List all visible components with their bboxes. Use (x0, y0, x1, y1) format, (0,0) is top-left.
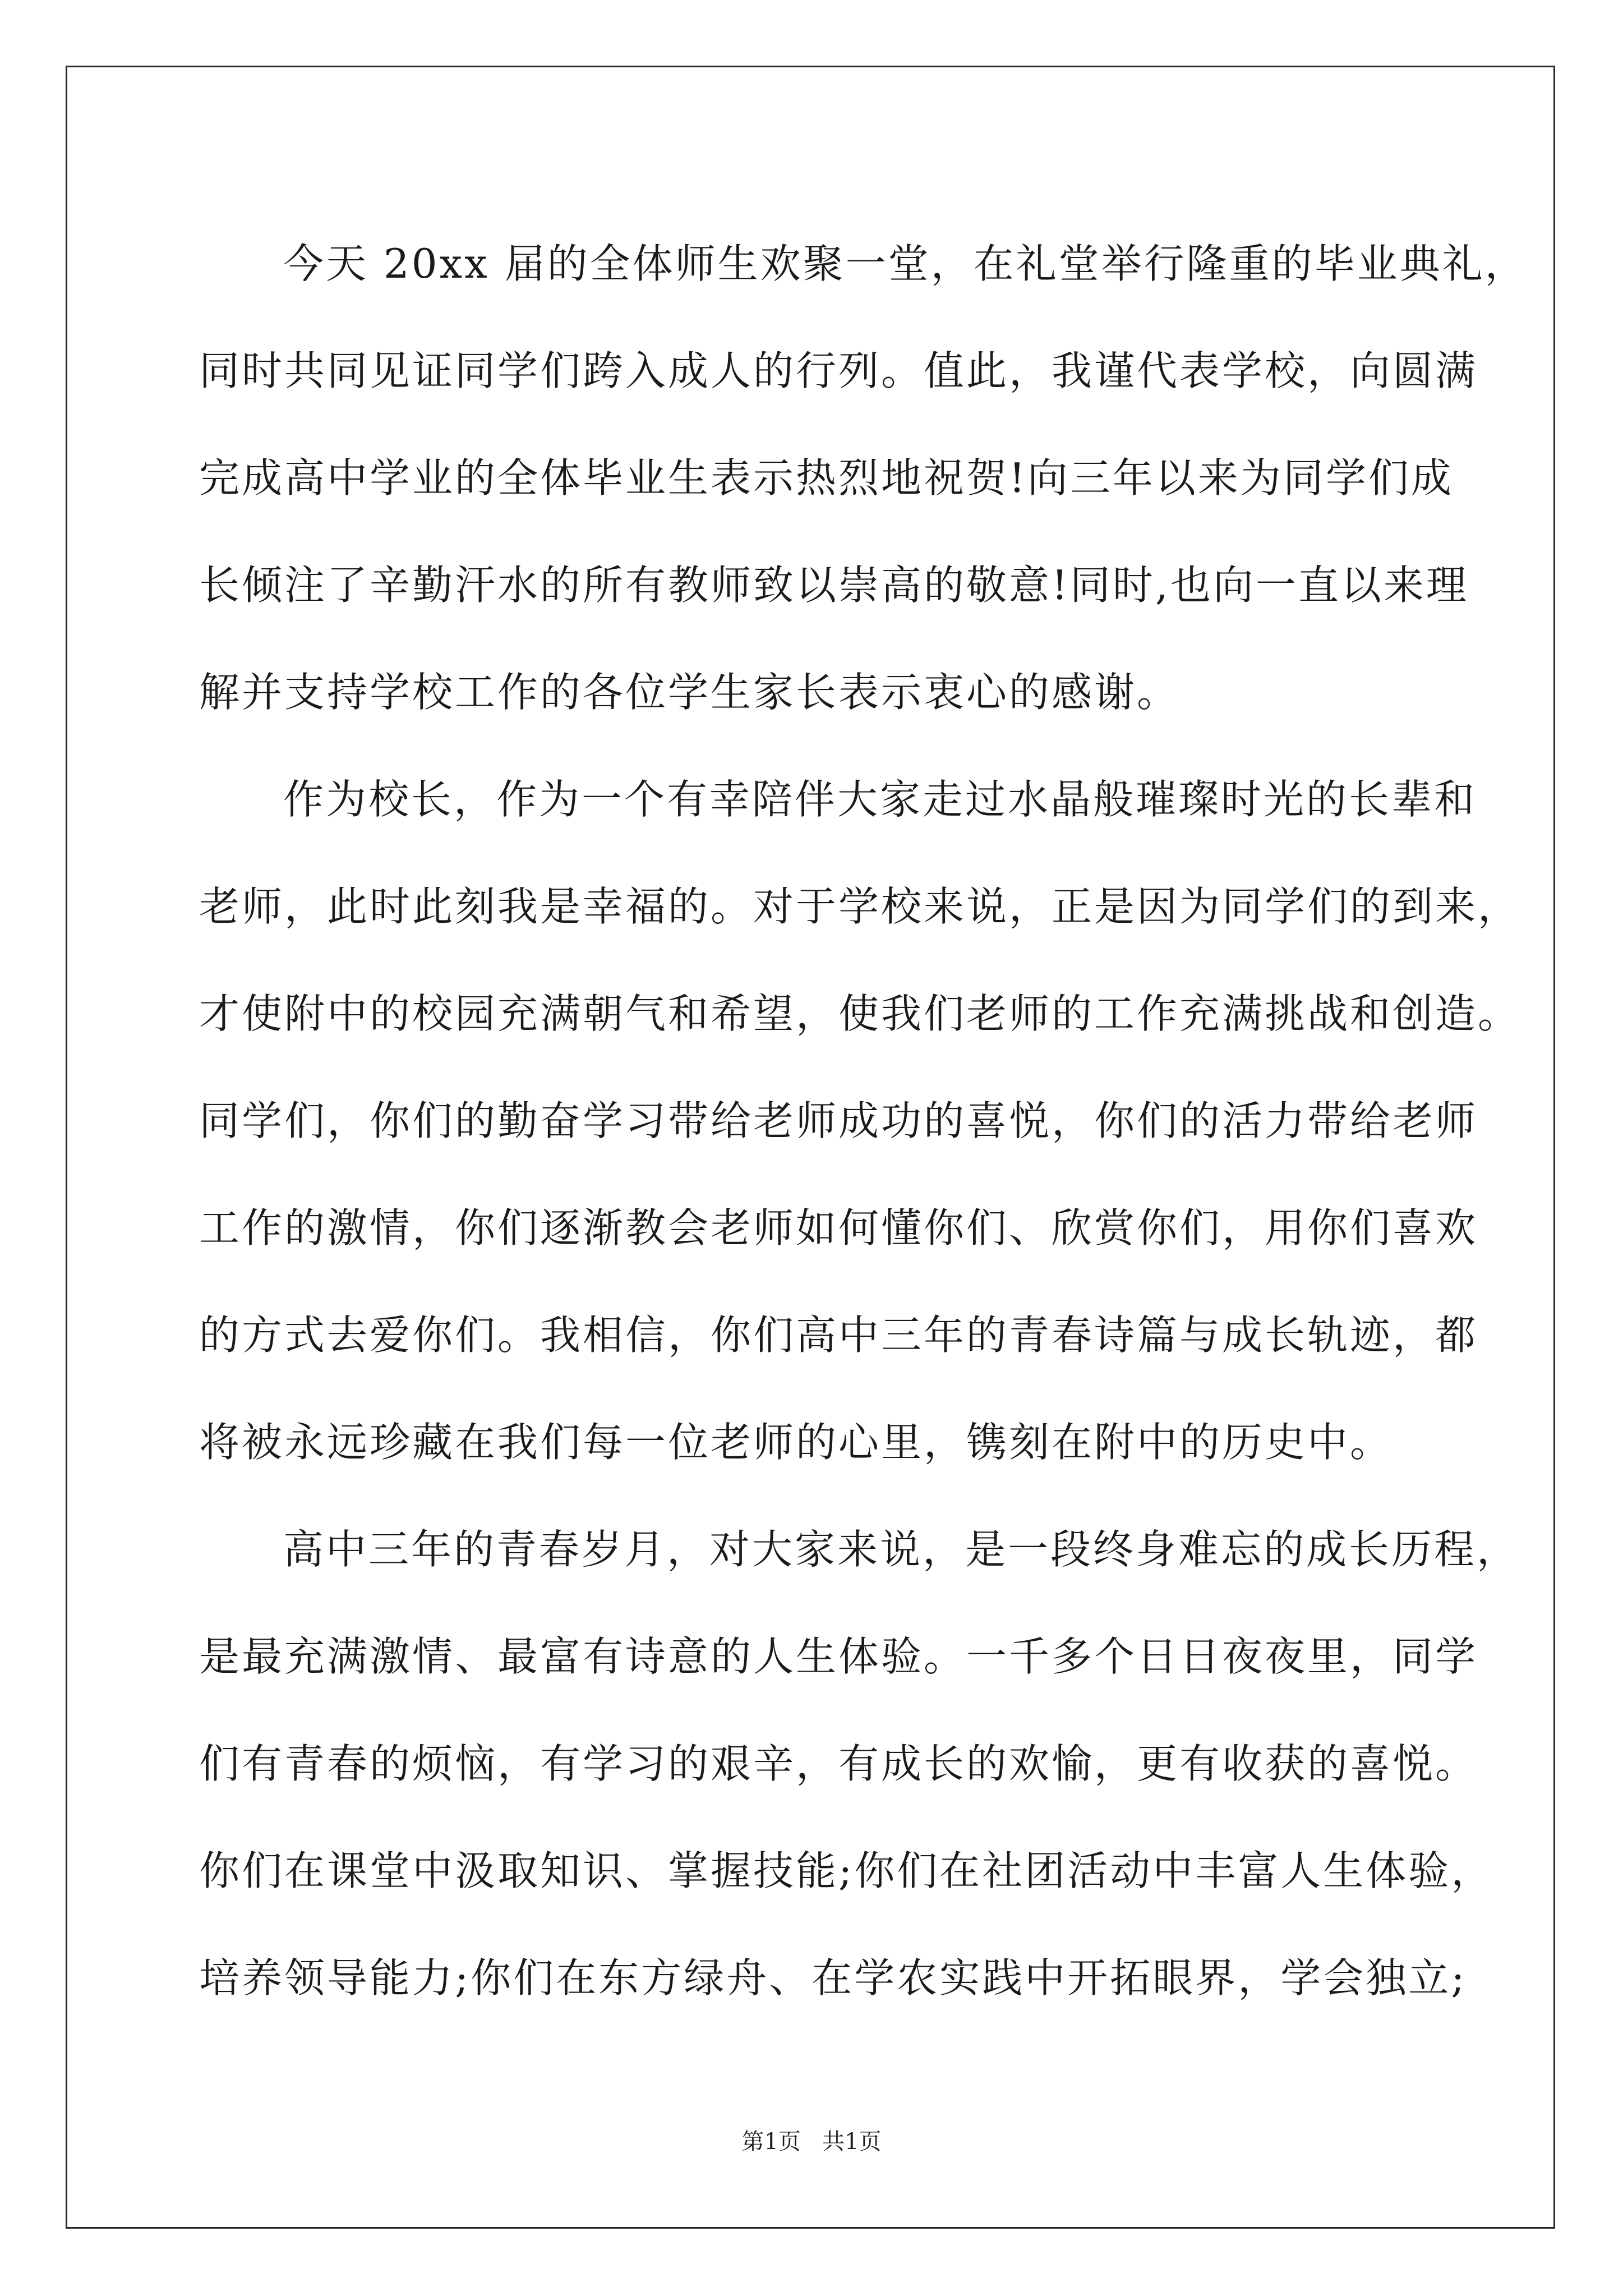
text-line: 老师，此时此刻我是幸福的。对于学校来说，正是因为同学们的到来， (199, 883, 1521, 930)
text-line: 是最充满激情、最富有诗意的人生体验。一千多个日日夜夜里，同学 (199, 1633, 1478, 1680)
text-line: 作为校长，作为一个有幸陪伴大家走过水晶般璀璨时光的长辈和 (283, 776, 1477, 823)
page-number-footer: 第1页 共1页 (741, 2129, 882, 2155)
text-line: 今天 20xx 届的全体师生欢聚一堂，在礼堂举行隆重的毕业典礼， (283, 240, 1528, 287)
paragraph-3 (199, 1496, 1520, 2032)
text-line: 同学们，你们的勤奋学习带给老师成功的喜悦，你们的活力带给老师 (199, 1097, 1478, 1144)
text-line: 高中三年的青春岁月，对大家来说，是一段终身难忘的成长历程， (283, 1526, 1520, 1573)
text-line: 解并支持学校工作的各位学生家长表示衷心的感谢。 (199, 669, 1180, 716)
text-line: 培养领导能力;你们在东方绿舟、在学农实践中开拓眼界，学会独立; (199, 1954, 1467, 2001)
text-line: 才使附中的校园充满朝气和希望，使我们老师的工作充满挑战和创造。 (199, 990, 1521, 1037)
text-line: 完成高中学业的全体毕业生表示热烈地祝贺!向三年以来为同学们成 (199, 454, 1454, 501)
text-line: 长倾注了辛勤汗水的所有教师致以崇高的敬意!同时,也向一直以来理 (199, 562, 1469, 609)
document-body (199, 210, 1528, 2032)
text-line: 你们在课堂中汲取知识、掌握技能;你们在社团活动中丰富人生体验， (199, 1847, 1494, 1894)
text-line: 们有青春的烦恼，有学习的艰辛，有成长的欢愉，更有收获的喜悦。 (199, 1740, 1478, 1787)
text-line: 的方式去爱你们。我相信，你们高中三年的青春诗篇与成长轨迹，都 (199, 1312, 1478, 1359)
text-line: 将被永远珍藏在我们每一位老师的心里，镌刻在附中的历史中。 (199, 1419, 1393, 1466)
paragraph-1 (199, 210, 1528, 746)
paragraph-2 (199, 746, 1521, 1496)
text-line: 工作的激情，你们逐渐教会老师如何懂你们、欣赏你们，用你们喜欢 (199, 1204, 1478, 1251)
text-line: 同时共同见证同学们跨入成人的行列。值此，我谨代表学校，向圆满 (199, 347, 1478, 394)
